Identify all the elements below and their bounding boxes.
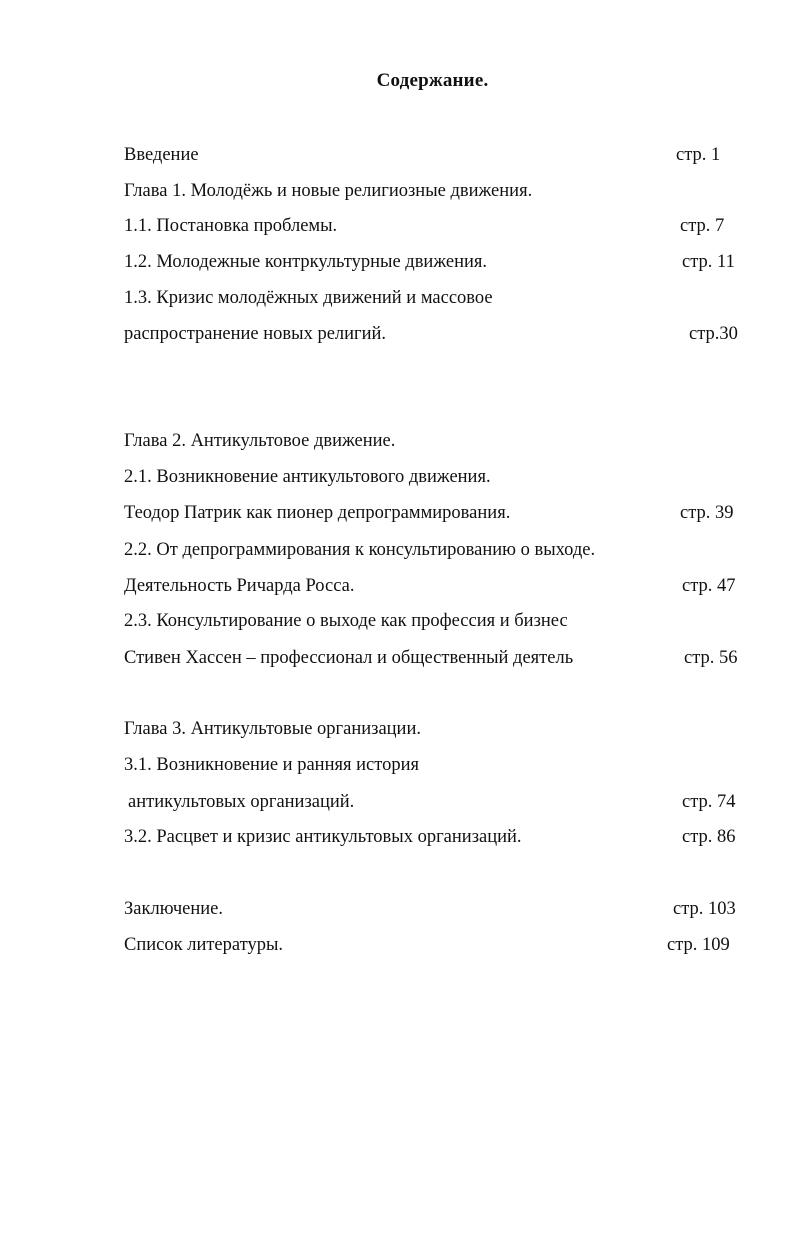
toc-entry-text: антикультовых организаций. bbox=[128, 792, 355, 812]
toc-entry-text: 1.1. Постановка проблемы. bbox=[124, 216, 338, 236]
toc-entry-chapter-2 bbox=[124, 428, 744, 454]
toc-entry-text: 3.1. Возникновение и ранняя история bbox=[124, 755, 419, 775]
toc-page-number: стр.30 bbox=[689, 324, 738, 344]
toc-entry-text: Глава 1. Молодёжь и новые религиозные движения. bbox=[124, 181, 533, 201]
toc-entry-1-3-cont bbox=[124, 321, 744, 347]
toc-entry-text: 2.3. Консультирование о выходе как профессия и бизнес bbox=[124, 611, 568, 631]
toc-entry-2-3 bbox=[124, 608, 744, 634]
toc-entry-text: Глава 3. Антикультовые организации. bbox=[124, 719, 421, 739]
toc-page-number: стр. 1 bbox=[676, 145, 721, 165]
toc-entry-text: 2.2. От депрограммирования к консультированию о выходе. bbox=[124, 540, 596, 560]
toc-entry-text: Список литературы. bbox=[124, 935, 284, 955]
toc-entry-text: Деятельность Ричарда Росса. bbox=[124, 576, 355, 596]
toc-entry-text: Глава 2. Антикультовое движение. bbox=[124, 431, 396, 451]
toc-page-number: стр. 11 bbox=[682, 252, 735, 272]
toc-entry-2-1 bbox=[124, 464, 744, 490]
toc-entry-conclusion bbox=[124, 896, 744, 922]
toc-entry-introduction bbox=[124, 142, 744, 168]
toc-entry-3-2 bbox=[124, 824, 744, 850]
toc-entry-text: Теодор Патрик как пионер депрограммирования. bbox=[124, 503, 511, 523]
toc-entry-1-3 bbox=[124, 285, 744, 311]
toc-page-number: стр. 56 bbox=[684, 648, 738, 668]
toc-entry-3-1 bbox=[124, 752, 744, 778]
toc-entry-2-2-cont bbox=[124, 573, 744, 599]
toc-entry-text: 1.2. Молодежные контркультурные движения. bbox=[124, 252, 488, 272]
toc-entry-text: 3.2. Расцвет и кризис антикультовых организаций. bbox=[124, 827, 522, 847]
toc-entry-2-3-cont bbox=[124, 645, 744, 671]
toc-entry-text: 2.1. Возникновение антикультового движения. bbox=[124, 467, 491, 487]
toc-entry-chapter-3 bbox=[124, 716, 744, 742]
toc-page-number: стр. 109 bbox=[667, 935, 730, 955]
toc-entry-bibliography bbox=[124, 932, 744, 958]
toc-page-number: стр. 103 bbox=[673, 899, 736, 919]
toc-entry-chapter-1 bbox=[124, 178, 744, 204]
page-title: Содержание. bbox=[376, 70, 489, 91]
toc-entry-text: распространение новых религий. bbox=[124, 324, 387, 344]
toc-entry-text: Стивен Хассен – профессионал и общественный деятель bbox=[124, 648, 574, 668]
toc-entry-3-1-cont bbox=[124, 789, 744, 815]
toc-page-number: стр. 74 bbox=[682, 792, 736, 812]
toc-page-number: стр. 86 bbox=[682, 827, 736, 847]
toc-entry-text: Введение bbox=[124, 145, 199, 165]
toc-entry-2-2 bbox=[124, 537, 744, 563]
toc-entry-text: Заключение. bbox=[124, 899, 223, 919]
toc-entry-2-1-cont bbox=[124, 500, 744, 526]
toc-page-number: стр. 39 bbox=[680, 503, 734, 523]
toc-entry-1-2 bbox=[124, 249, 744, 275]
toc-page-number: стр. 7 bbox=[680, 216, 725, 236]
toc-page-number: стр. 47 bbox=[682, 576, 736, 596]
toc-entry-text: 1.3. Кризис молодёжных движений и массовое bbox=[124, 288, 493, 308]
toc-entry-1-1 bbox=[124, 213, 744, 239]
